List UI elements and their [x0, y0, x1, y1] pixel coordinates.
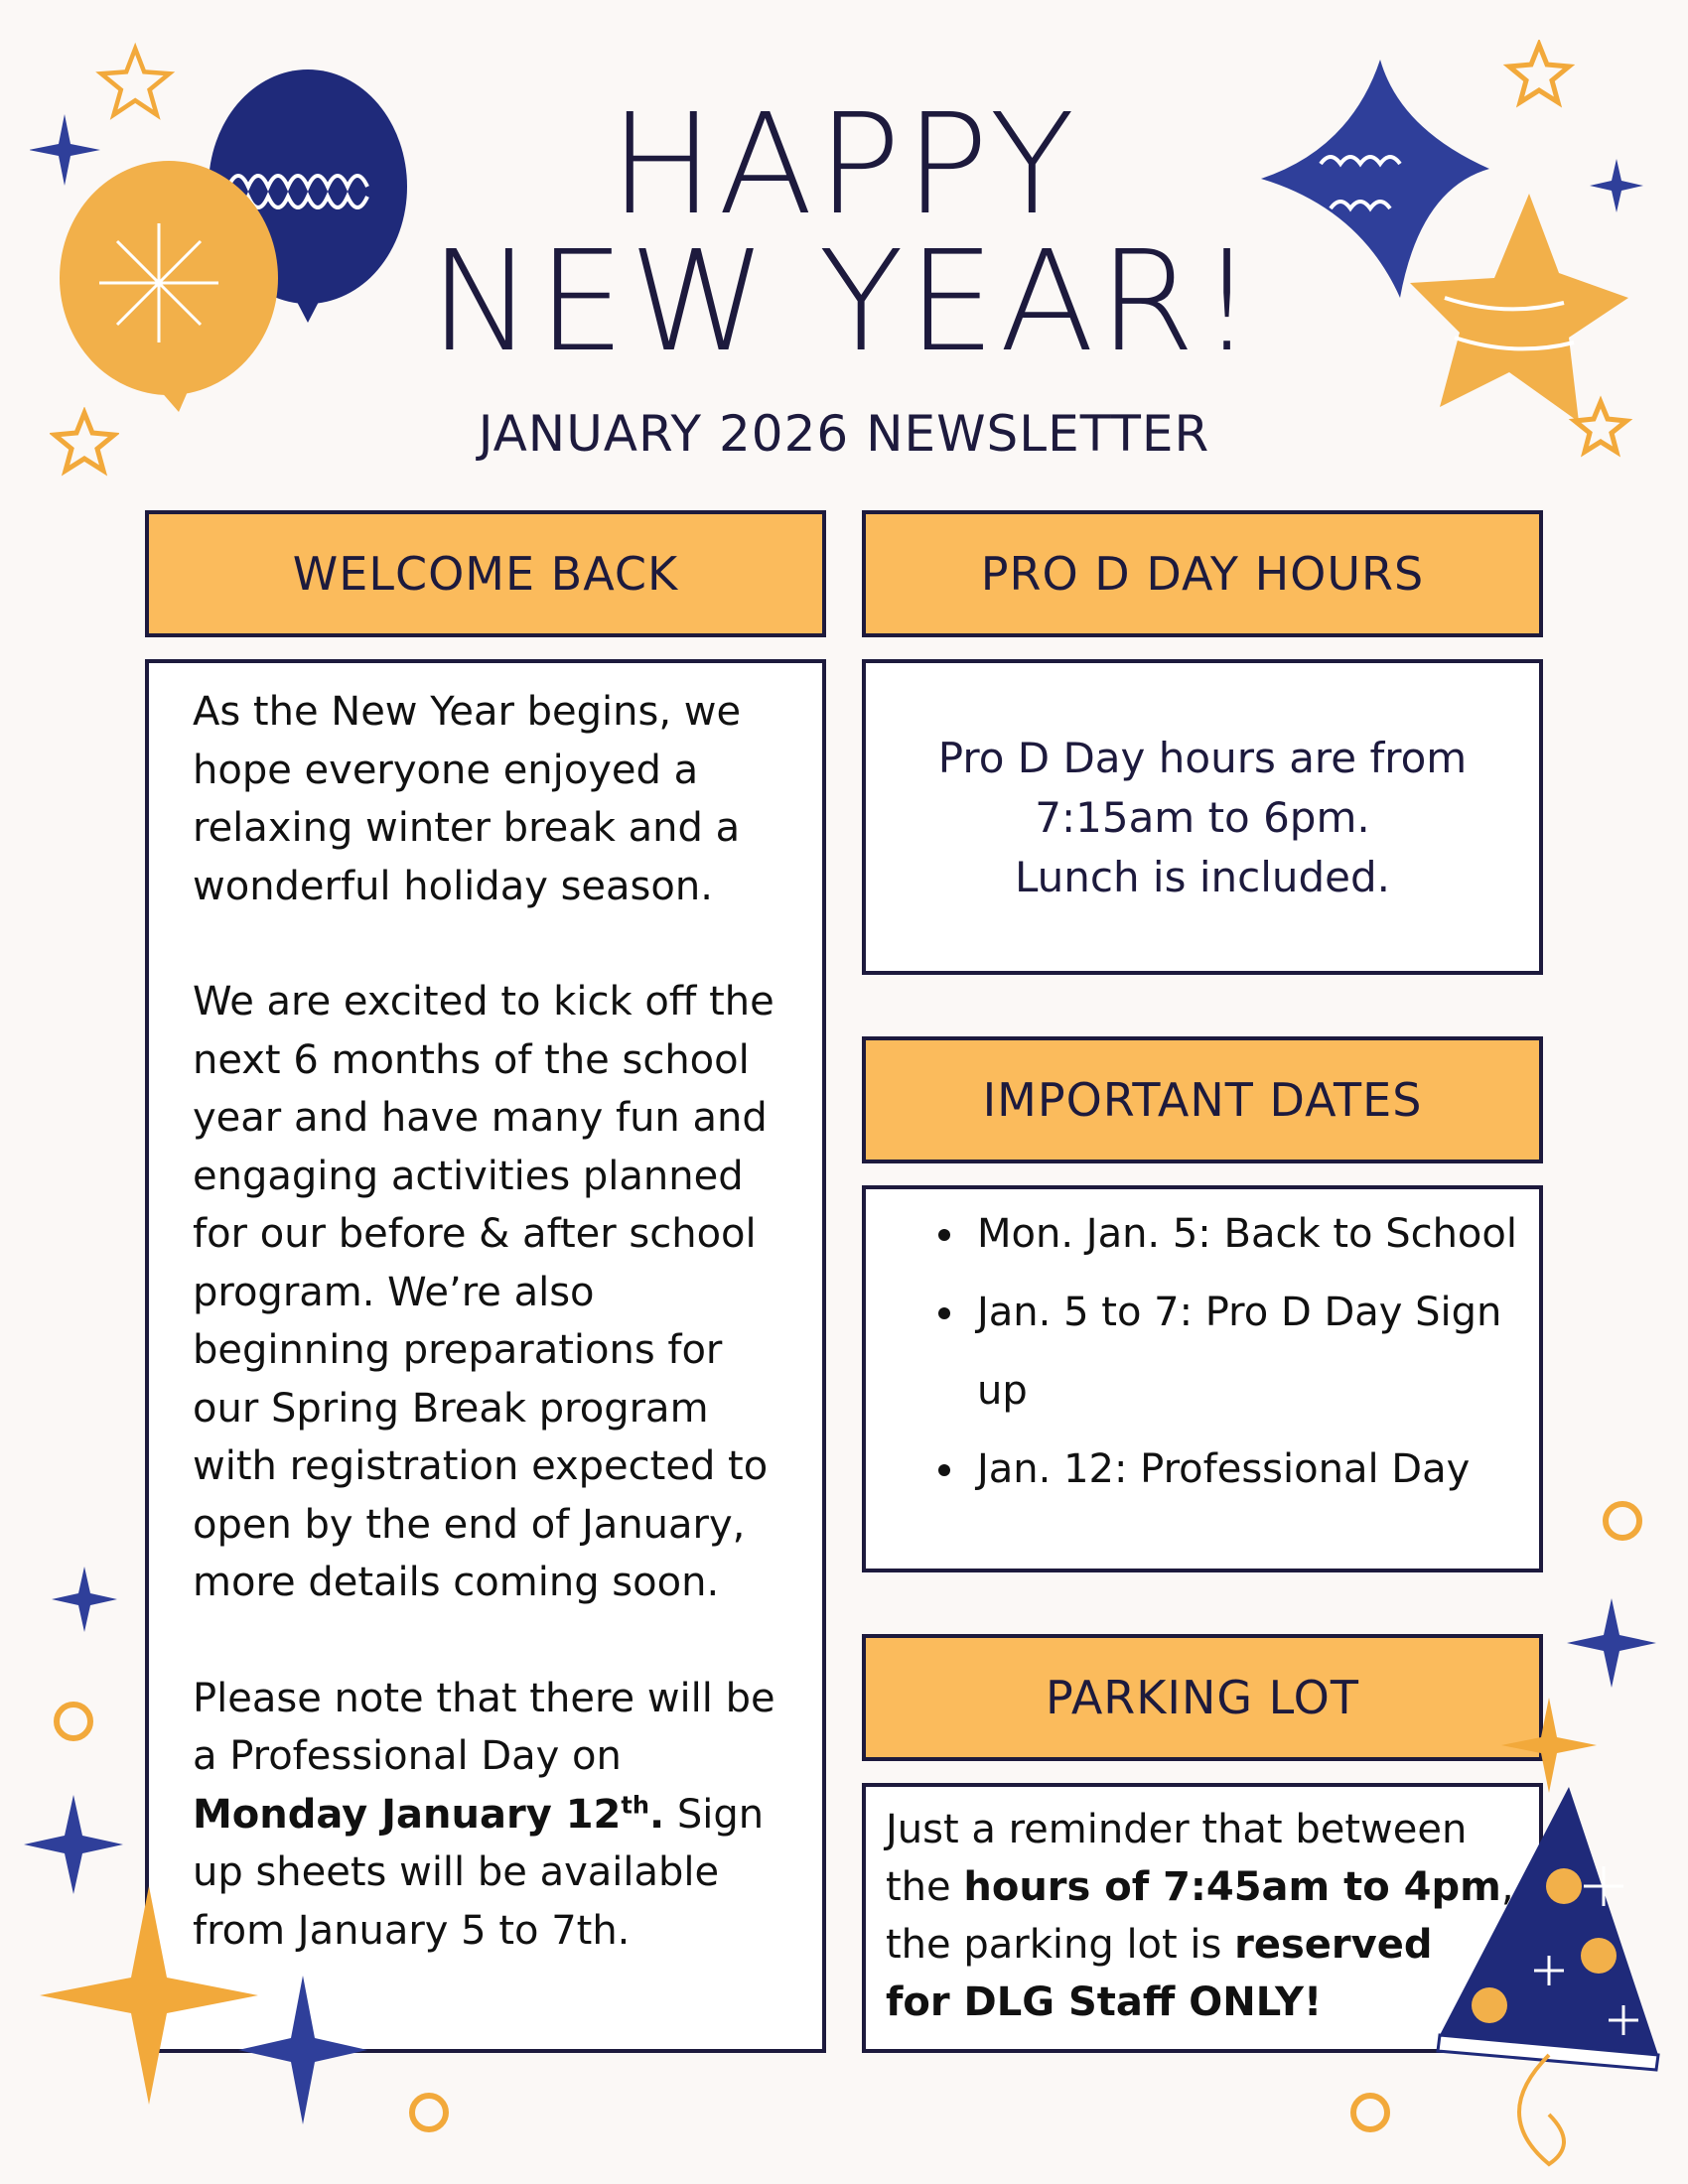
date-item: • Jan. 12: Professional Day: [969, 1431, 1519, 1509]
parking-text: Just a reminder that between the hours of 7:45am to 4pm, the parking lot is reserved for DLG Staff ONLY!: [886, 1807, 1514, 2025]
welcome-box: [145, 659, 826, 2053]
sparkle-icon: [24, 1795, 123, 1894]
dates-heading-label: IMPORTANT DATES: [982, 1073, 1423, 1127]
sparkle-icon: [52, 1567, 117, 1632]
welcome-text: [193, 683, 788, 1960]
date-item: • Jan. 5 to 7: Pro D Day Sign up: [969, 1274, 1519, 1431]
circle-icon: [1346, 2089, 1394, 2136]
welcome-paragraph-1: As the New Year begins, we hope everyone enjoyed a relaxing winter break and a wonderful holiday season.: [193, 689, 742, 909]
party-hat-icon: [1430, 1688, 1668, 2184]
prod-text: [866, 729, 1539, 907]
circle-icon: [405, 2089, 453, 2136]
prod-heading-label: PRO D DAY HOURS: [980, 547, 1425, 601]
prod-line-3: Lunch is included.: [1014, 853, 1391, 901]
welcome-heading: [145, 510, 826, 637]
welcome-paragraph-2: We are excited to kick off the next 6 months of the school year and have many fun and engaging activities planned for our before & after school program. We’re also beginning preparations for our Spring Break program with registration expected to open by the end of January, more details coming soon.: [193, 979, 774, 1605]
circle-icon: [1599, 1497, 1646, 1545]
sparkle-icon: [40, 1886, 258, 2105]
dates-heading: [862, 1036, 1543, 1163]
prod-heading: [862, 510, 1543, 637]
welcome-paragraph-3: Please note that there will be a Professional Day on Monday January 12th. Sign up sheets will be available from January 5 to 7th.: [193, 1675, 775, 1954]
welcome-heading-label: WELCOME BACK: [292, 547, 679, 601]
title-line-2: NEW YEAR!: [429, 221, 1259, 383]
title-line-1: HAPPY: [609, 84, 1079, 246]
dates-box: [862, 1185, 1543, 1572]
sparkle-icon: [1567, 1598, 1656, 1688]
date-item: • Mon. Jan. 5: Back to School: [969, 1195, 1519, 1274]
circle-icon: [50, 1698, 97, 1745]
prod-line-2: 7:15am to 6pm.: [1035, 793, 1370, 842]
newsletter-subtitle: JANUARY 2026 NEWSLETTER: [478, 405, 1210, 463]
prod-box: [862, 659, 1543, 975]
sparkle-icon: [238, 1976, 367, 2124]
prod-line-1: Pro D Day hours are from: [937, 734, 1468, 782]
parking-heading-label: PARKING LOT: [1046, 1671, 1359, 1724]
dates-list: [925, 1195, 1519, 1509]
